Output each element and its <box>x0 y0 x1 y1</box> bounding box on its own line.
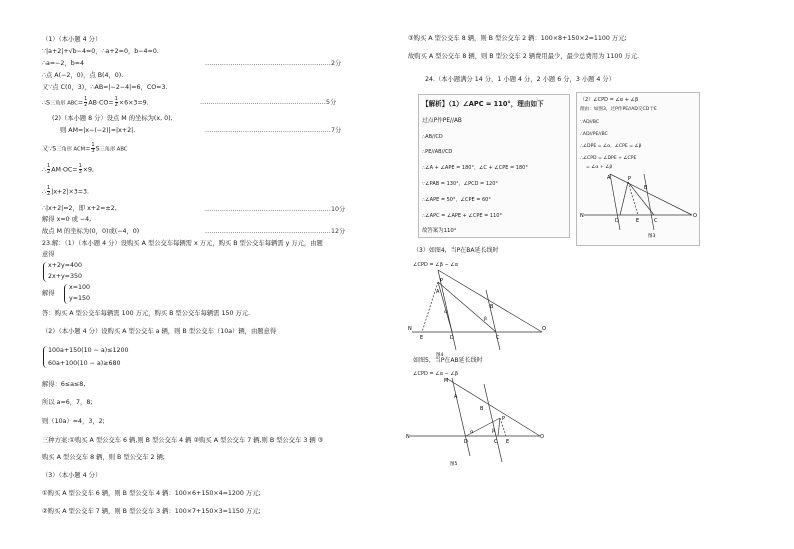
q23-line: 所以 a=6，7，8; <box>42 399 93 406</box>
label-alpha: α <box>444 309 448 315</box>
q23-part3-header: （3）（本小题 4 分） <box>42 472 102 479</box>
equation-brace <box>64 284 68 304</box>
figure-5-caption: 图5 <box>450 462 458 467</box>
figure-3-caption: 图3 <box>648 234 656 239</box>
equation: x=100 <box>69 284 91 291</box>
q22-line: 解得 x=0 或 −4, <box>42 216 92 223</box>
solution-line: 理由：如图3，过P作PE//AD交CD于E <box>580 107 657 112</box>
inequality: 60a+100(10 − a)≥680 <box>48 360 121 367</box>
label-P: P <box>628 176 632 182</box>
solution-line: = ∠α + ∠β <box>586 165 613 170</box>
label-C: C <box>654 218 658 224</box>
q22-area-line: ∴S三角形 ABC= $\frac{1}{2}$ AB·CO= $\frac{1}{2}$ ×6×3=9. <box>42 96 149 108</box>
label-D: D <box>464 439 468 445</box>
label-E: E <box>636 218 640 224</box>
label-B: B <box>490 304 494 310</box>
solution-line: ∴∠APE = 50°，∠CPE = 60° <box>422 197 491 203</box>
solution-line: ∠CPD = ∠β − ∠α <box>413 262 459 268</box>
label-C: C <box>494 439 498 445</box>
label-alpha: α <box>470 429 474 435</box>
score-marker: ……………………………………………………12分 <box>205 228 346 235</box>
solution-line: ∵∠PAB = 130°，∠PCD = 120° <box>422 181 498 187</box>
right-column <box>400 0 794 549</box>
q23-line: 购买 A 型公交车 8 辆，则 B 型公交车 2 辆; <box>42 454 165 461</box>
label-E: E <box>420 335 424 341</box>
q22-line: ∵|a+2|+√b−4=0，∴a+2=0，b−4=0. <box>42 48 159 55</box>
score-marker: ……………………………………………………5分 <box>200 99 337 106</box>
line-BC <box>644 174 654 230</box>
fraction: $\frac{1}{2}$ <box>84 96 88 108</box>
label-M: M <box>444 378 449 384</box>
solution-line: 故答案为110° <box>422 228 457 234</box>
q23-line: 三种方案:①购买 A 型公交车 6 辆,则 B 型公交车 4 辆 ②购买 A 型公交车 7 辆,则 B 型公交车 3 辆 ③ <box>42 437 324 444</box>
label-N: N <box>408 326 412 332</box>
q23-line: 解得：6≤a≤8, <box>42 381 86 388</box>
label-O: O <box>693 213 697 219</box>
q23-conclusion: 故购买 A 型公交车 8 辆，则 B 型公交车 2 辆费用最少，最少总费用为 1100 万元. <box>408 53 639 60</box>
q22-line: 又∵点 C(0，3)，∴AB=|−2−4|=6，CO=3. <box>42 84 168 91</box>
figure-5 <box>406 376 546 468</box>
figure-4-caption: 图4 <box>436 353 444 358</box>
score-marker: ……………………………………………………2分 <box>205 60 342 67</box>
solution-line: ∠CPD = ∠α − ∠β <box>413 371 459 377</box>
solution-line: ∴∠APC = ∠APE + ∠CPE = 110° <box>422 213 502 219</box>
label-E: E <box>506 439 510 445</box>
fraction: $\frac{1}{2}$ <box>47 163 51 175</box>
analysis-heading: 【解析】（1）∠APC = 110°，理由如下 <box>422 100 544 108</box>
solution-line: （2）∠CPD = ∠α + ∠β <box>580 97 639 103</box>
solution-line: 过点P作PE//AB <box>422 118 462 124</box>
label-D: D <box>450 335 454 341</box>
line-BC <box>486 290 500 350</box>
segment-PC <box>438 282 496 332</box>
solution-line: ∵AD//BC <box>580 120 599 125</box>
figure-3 <box>578 172 698 240</box>
q22-part2-header: (2)（本小题 8 分）设点 M 的坐标为(x, 0), <box>52 115 173 122</box>
fraction: $\frac{1}{2}$ <box>114 96 118 108</box>
label-B: B <box>644 185 648 191</box>
segment-PC <box>498 418 500 436</box>
label-A: A <box>607 175 611 181</box>
solution-line: ∴∠CPD = ∠DPE + ∠CPE <box>580 156 637 161</box>
label-P: P <box>440 278 444 284</box>
q23-answer: 答：购买 A 型公交车每辆需 100 万元，购买 B 型公交车每辆需 150 万元. <box>42 310 251 317</box>
q22-line: ∴ $\frac{1}{2}$ AM·OC= $\frac{1}{3}$ ×9, <box>42 163 95 175</box>
segment-PC <box>628 182 654 215</box>
fraction: $\frac{1}{3}$ <box>91 142 95 154</box>
q22-line: ∴a=−2，b=4 <box>42 60 84 67</box>
segment-PD <box>620 182 628 215</box>
q22-line: 则 AM=|x−(−2)|=|x+2|. <box>60 127 136 134</box>
label-A: A <box>454 394 458 400</box>
label-A: A <box>436 289 440 295</box>
fraction: $\frac{1}{2}$ <box>47 185 51 197</box>
label-beta: β <box>484 316 487 322</box>
solution-line: ∴AD//PE//BC <box>580 132 608 137</box>
q22-line: ∴ $\frac{1}{2}$ |x+2|×3=3. <box>42 185 90 197</box>
solution-line: ∴AB//CD <box>422 134 443 140</box>
inequality-brace <box>43 346 47 368</box>
q22-line: 故点 M 的坐标为(0，0)或(−4，0) <box>42 228 140 235</box>
label-C: C <box>496 335 500 341</box>
q23-line: 解得 <box>42 290 55 297</box>
q23-line: ③购买 A 型公交车 8 辆，则 B 型公交车 2 辆：100×8+150×2=1100 万元; <box>408 35 627 42</box>
equation-brace <box>43 262 47 282</box>
q22-area-line: 又∵S三角形 ACM= $\frac{1}{3}$ S三角形 ABC <box>42 142 128 154</box>
label-beta: β <box>492 428 495 434</box>
inequality: 100a+150(10 − a)≤1200 <box>48 347 129 354</box>
q22-line: ∴点 A(−2，0)，点 B(4，0). <box>42 72 124 79</box>
q23-line: ①购买 A 型公交车 6 辆，则 B 型公交车 4 辆：100×6+150×4=1200 万元; <box>42 490 261 497</box>
label-N: N <box>580 213 584 219</box>
label-O: O <box>542 326 546 332</box>
solution-line: ∴∠A + ∠APE = 180°，∠C + ∠CPE = 180° <box>422 165 528 171</box>
equation: y=150 <box>69 295 91 302</box>
solution-line: 如图5，当P在AB延长线时 <box>413 357 483 364</box>
solution-line: ∴∠DPE = ∠α，∠CPE = ∠β <box>580 144 642 149</box>
fraction: $\frac{1}{3}$ <box>78 163 82 175</box>
label-P: P <box>502 416 506 422</box>
equation: 2x+y=350 <box>48 273 83 280</box>
q23-line: ②购买 A 型公交车 7 辆，则 B 型公交车 3 辆：100×7+150×3=1150 万元; <box>42 508 261 515</box>
q24-header: 24.（本小题满分 14 分，1 小题 4 分，2 小题 6 分，3 小题 4 分） <box>425 76 616 83</box>
q23-header: 23.解：（1）（本小题 4 分）设购买 A 型公交车每辆需 x 万元，购买 B 型公交车每辆需 y 万元，由题 <box>42 240 323 247</box>
solution-line: （3）如图4，当P在BA延长线时 <box>413 247 499 254</box>
label-O: O <box>540 434 544 440</box>
segment-PD <box>438 282 452 332</box>
label-B: B <box>480 406 484 412</box>
q23-line: 则（10a）=4，3，2; <box>42 418 105 425</box>
q23-line: 意得 <box>42 251 55 258</box>
line-MO <box>610 174 692 215</box>
label-N: N <box>406 434 410 440</box>
figure-4 <box>408 268 548 358</box>
label-D: D <box>615 218 619 224</box>
q22-line: ∴|x+2|=2，即 x+2=±2, <box>42 205 117 212</box>
solution-line: ∴PE//AB//CD <box>422 149 453 155</box>
score-marker: ……………………………………………………7分 <box>205 127 342 134</box>
line-MB <box>438 270 542 332</box>
q22-part1-header: （1）（本小题 4 分） <box>42 36 102 43</box>
score-marker: ……………………………………………………10分 <box>205 206 346 213</box>
equation: x+2y=400 <box>48 262 83 269</box>
q23-part2-header: （2）（本小题 4 分）设购买 A 型公交车 a 辆，则 B 型公交车（10a）辆，由题意得 <box>42 328 277 335</box>
